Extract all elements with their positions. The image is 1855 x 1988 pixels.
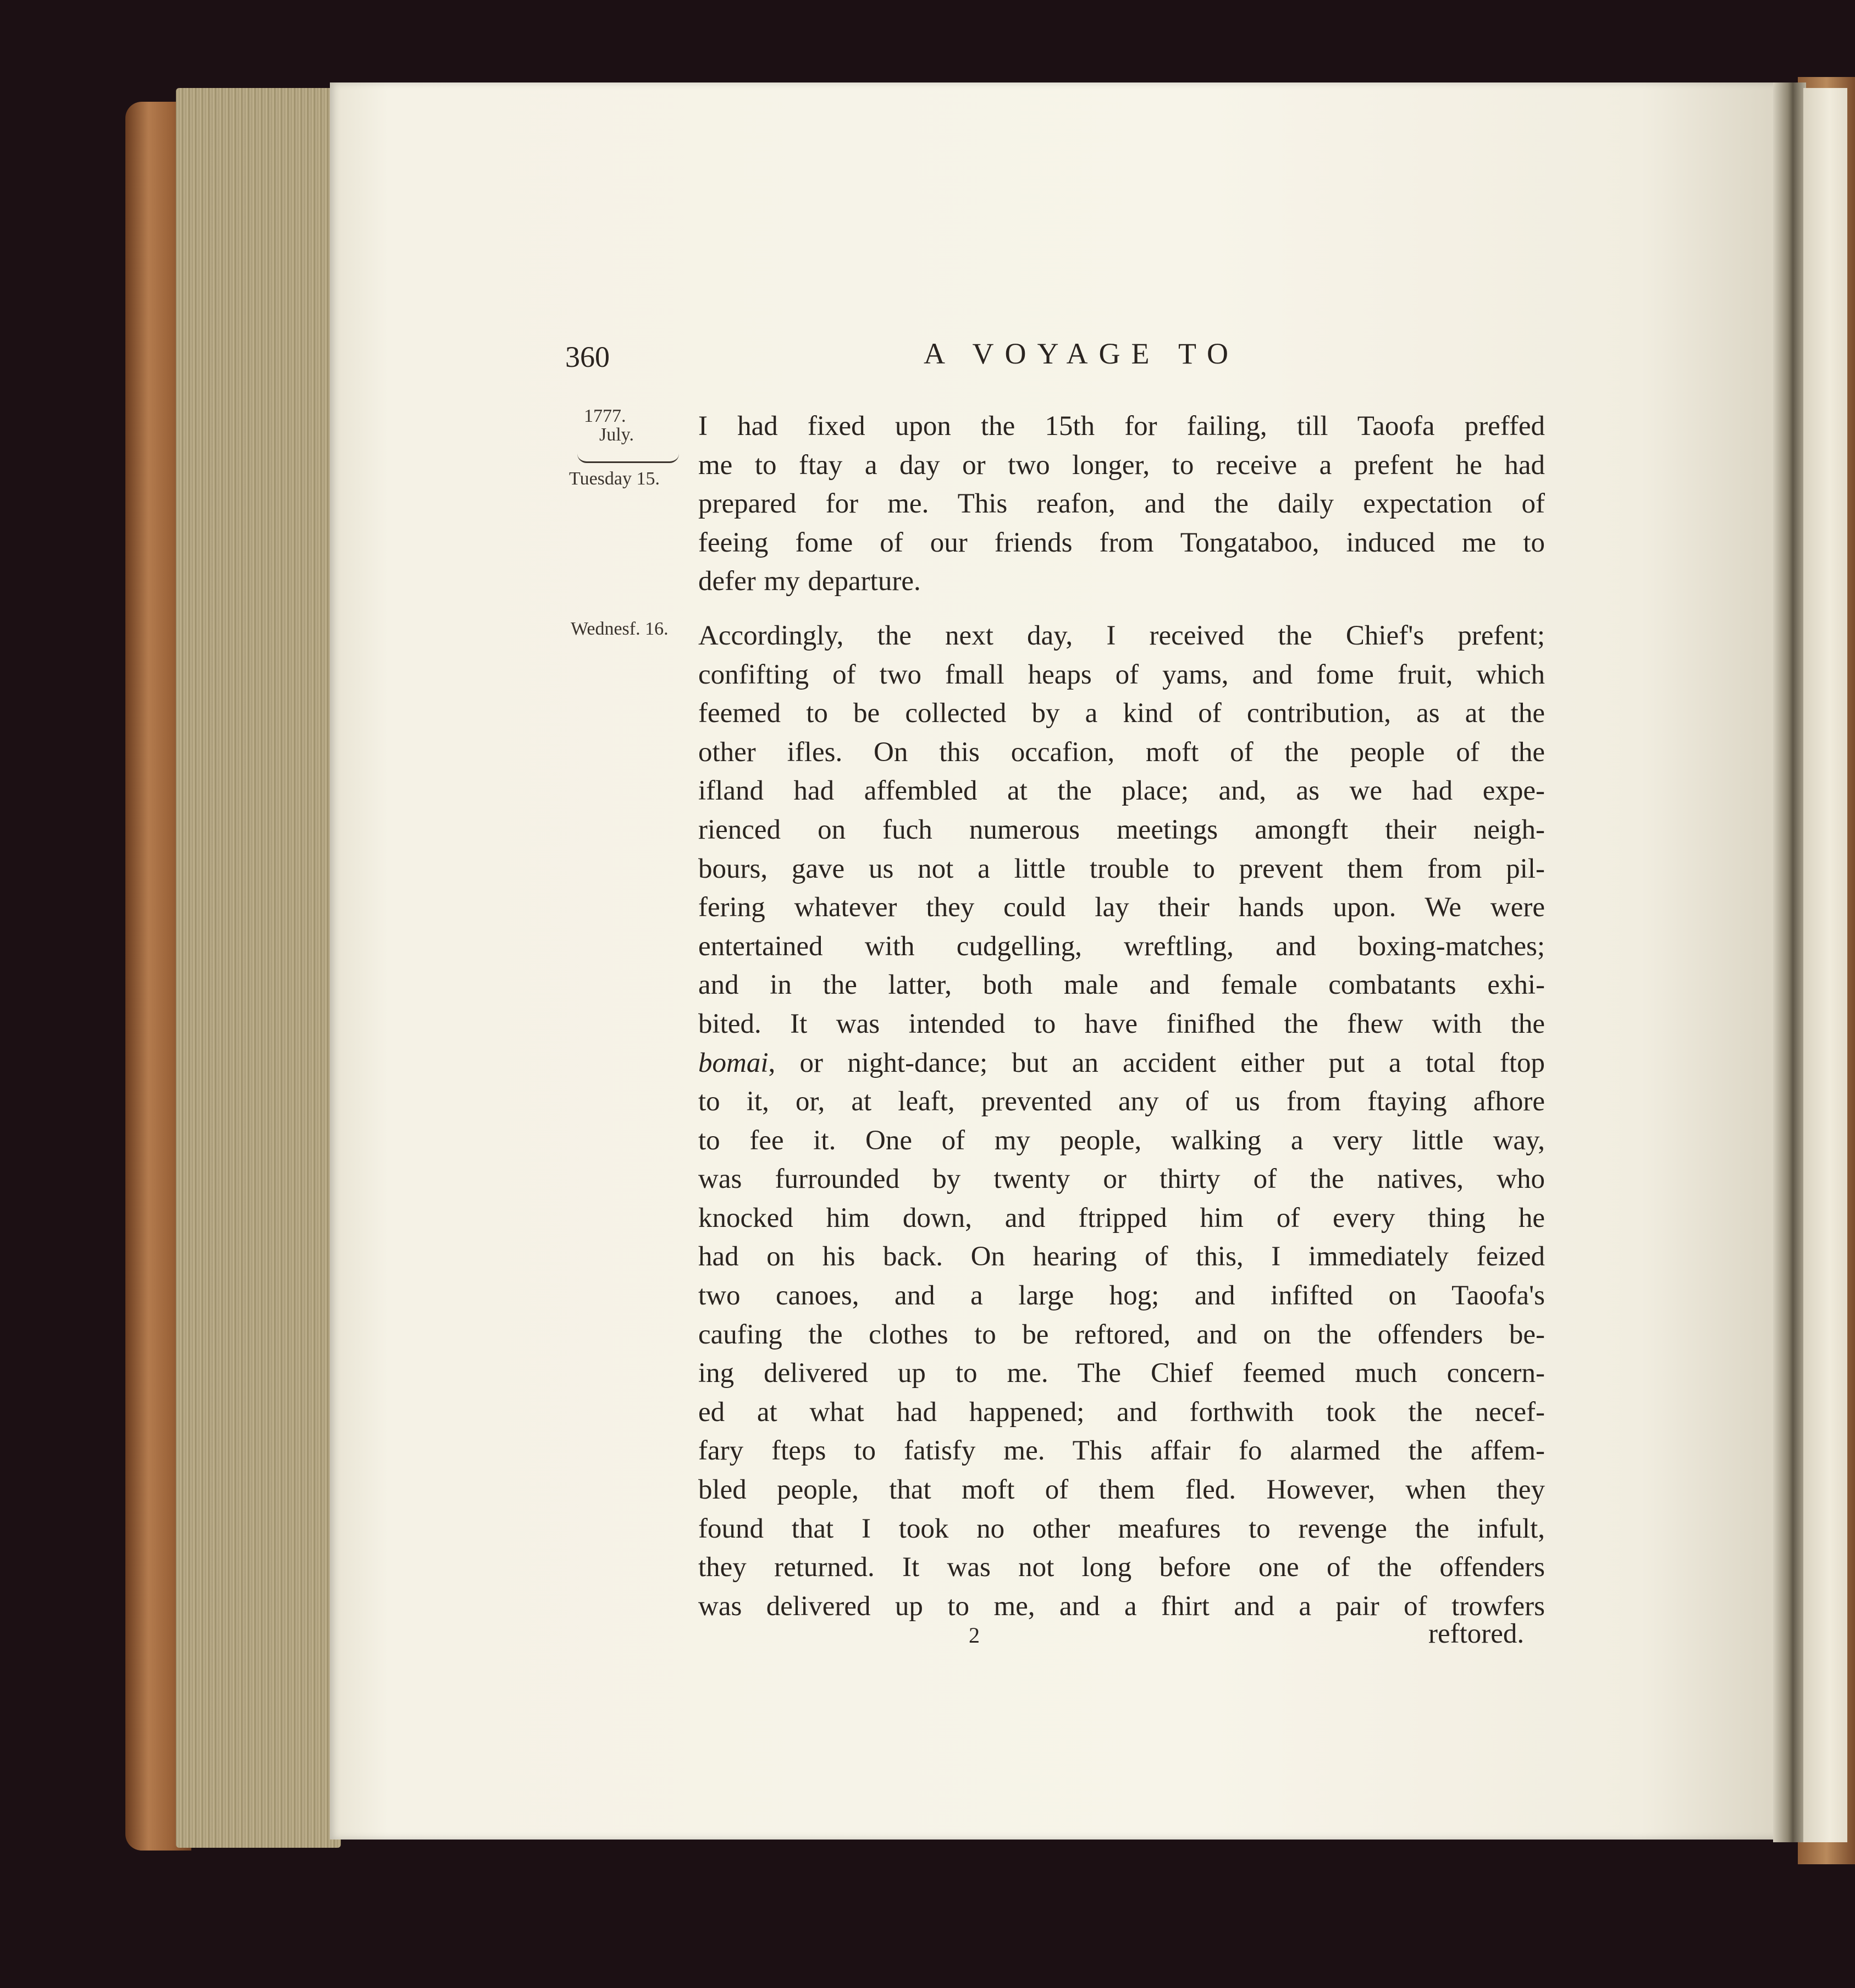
text-line: to fee it. One of my people, walking a very little way, [698, 1125, 1545, 1156]
margin-note-year: 1777. [584, 406, 626, 426]
right-page-edge [1803, 88, 1847, 1842]
text-line: bours, gave us not a little trouble to prevent them from pil- [698, 853, 1545, 884]
margin-note-month: July. [599, 425, 634, 445]
text-line: entertained with cudgelling, wreftling, and boxing-matches; [698, 930, 1545, 962]
page-number: 360 [565, 340, 610, 373]
text-line: fering whatever they could lay their hands upon. We were [698, 892, 1545, 923]
text-line: caufing the clothes to be reftored, and on the offenders be- [698, 1319, 1545, 1350]
margin-brace [577, 454, 679, 463]
book-gutter [1773, 82, 1806, 1842]
italic-term: bomai [698, 1047, 769, 1078]
text-line: other ifles. On this occafion, moft of the people of the [698, 736, 1545, 768]
text-line: and in the latter, both male and female combatants exhi- [698, 970, 1545, 1001]
text-line: bited. It was intended to have finifhed the fhew with the [698, 1008, 1545, 1039]
text-line: knocked him down, and ftripped him of every thing he [698, 1202, 1545, 1233]
text-line: feemed to be collected by a kind of contribution, as at the [698, 698, 1545, 729]
text-line: Accordingly, the next day, I received the Chief's prefent; [698, 620, 1545, 651]
text-line: feeing fome of our friends from Tongataboo, induced me to [698, 527, 1545, 558]
text-line: rienced on fuch numerous meetings amongft their neigh- [698, 814, 1545, 845]
margin-note-tuesday: Tuesday 15. [569, 469, 660, 489]
body-text [698, 407, 1545, 1626]
paragraph-2 [698, 616, 1545, 1626]
page-edges [176, 88, 341, 1848]
text-line: fary fteps to fatisfy me. This affair fo alarmed the affem- [698, 1435, 1545, 1467]
text-line: was delivered up to me, and a fhirt and a pair of trowfers [698, 1590, 1545, 1622]
text-line: ed at what had happened; and forthwith took the necef- [698, 1396, 1545, 1428]
text-line: to it, or, at leaft, prevented any of us from ftaying afhore [698, 1086, 1545, 1117]
text-line: they returned. It was not long before one of the offenders [698, 1552, 1545, 1583]
text-line: me to ftay a day or two longer, to receive a prefent he had [698, 449, 1545, 481]
text-line: bled people, that moft of them fled. However, when they [698, 1474, 1545, 1506]
text-line: had on his back. On hearing of this, I immediately feized [698, 1241, 1545, 1273]
text-line: was furrounded by twenty or thirty of the natives, who [698, 1164, 1545, 1195]
paragraph-1 [698, 407, 1545, 601]
text-line: defer my departure. [698, 566, 921, 597]
running-head: A VOYAGE TO [924, 337, 1240, 370]
text-line: prepared for me. This reafon, and the daily expectation of [698, 488, 1545, 520]
signature-mark: 2 [969, 1623, 980, 1648]
text-line: confifting of two fmall heaps of yams, and fome fruit, which [698, 659, 1545, 690]
text-line: two canoes, and a large hog; and infifted on Taoofa's [698, 1280, 1545, 1312]
text-line: found that I took no other meafures to revenge the infult, [698, 1513, 1545, 1544]
catchword: reftored. [1428, 1618, 1525, 1649]
text-line: bomai, or night-dance; but an accident either put a total ftop [698, 1047, 1545, 1078]
margin-note-wednesday: Wednesf. 16. [571, 619, 669, 639]
text-line: I had fixed upon the 15th for failing, till Taoofa preffed [698, 411, 1545, 442]
text-line: ing delivered up to me. The Chief feemed much concern- [698, 1358, 1545, 1389]
text-line: ifland had affembled at the place; and, as we had expe- [698, 775, 1545, 807]
